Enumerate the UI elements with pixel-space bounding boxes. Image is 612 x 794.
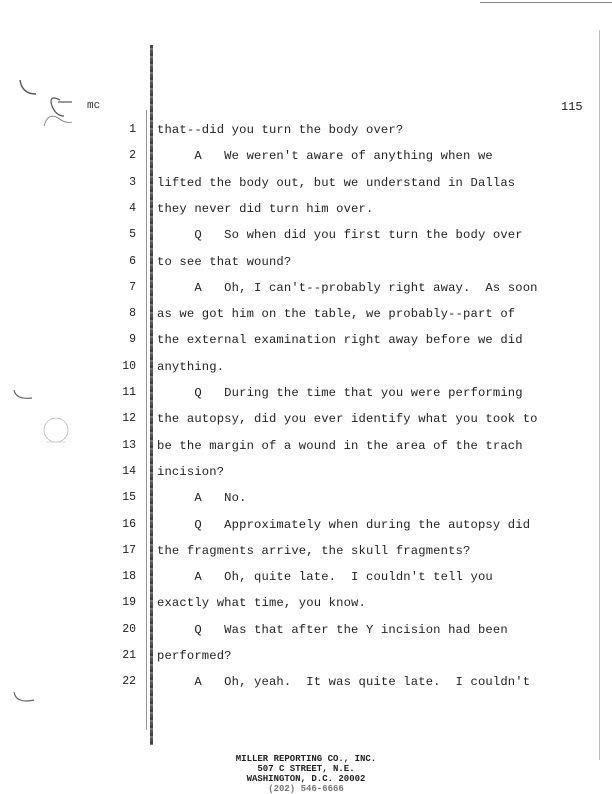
top-edge-line <box>480 2 612 3</box>
line-text: lifted the body out, but we understand in Dallas <box>157 175 516 190</box>
line-number: 17 <box>122 543 136 557</box>
line-text: they never did turn him over. <box>157 201 374 216</box>
line-number: 3 <box>129 175 136 189</box>
line-number: 14 <box>122 464 136 478</box>
line-number: 5 <box>129 228 136 242</box>
transcript-line <box>0 123 612 139</box>
line-number: 1 <box>129 123 136 136</box>
line-number: 2 <box>129 149 136 163</box>
line-text: A Oh, I can't--probably right away. As soon <box>157 280 538 295</box>
transcript-line <box>0 255 612 271</box>
line-text: the fragments arrive, the skull fragments? <box>157 543 471 558</box>
transcript-line <box>0 439 612 455</box>
margin-tick-mark <box>10 690 40 710</box>
footer-city: WASHINGTON, D.C. 20002 <box>246 774 366 784</box>
page-number: 115 <box>561 100 583 114</box>
transcript-line <box>0 570 612 586</box>
transcript-line <box>0 675 612 691</box>
transcript-line <box>0 202 612 218</box>
line-number: 6 <box>129 254 136 268</box>
transcript-line <box>0 228 612 244</box>
line-text: that--did you turn the body over? <box>157 123 404 137</box>
line-number: 18 <box>122 570 136 584</box>
line-text: Q Approximately when during the autopsy did <box>157 517 531 532</box>
transcript-line <box>0 176 612 192</box>
line-text: exactly what time, you know. <box>157 596 366 611</box>
transcript-line <box>0 491 612 507</box>
line-text: A No. <box>157 491 247 506</box>
transcript-line <box>0 333 612 349</box>
line-number: 19 <box>122 596 136 610</box>
footer-company: MILLER REPORTING CO., INC. <box>235 754 377 764</box>
transcript-line <box>0 412 612 428</box>
transcript-line <box>0 518 612 534</box>
line-text: the external examination right away before we did <box>157 333 523 348</box>
line-number: 12 <box>122 412 136 426</box>
line-number: 20 <box>122 622 136 636</box>
line-number: 15 <box>122 491 136 505</box>
line-text: as we got him on the table, we probably--part of <box>157 307 516 322</box>
line-number: 13 <box>122 438 136 452</box>
line-text: to see that wound? <box>157 254 292 269</box>
line-text: Q Was that after the Y incision had been <box>157 622 508 637</box>
line-text: Q During the time that you were performing <box>157 386 523 400</box>
footer-street: 507 C STREET, N.E. <box>257 764 355 774</box>
transcript-line <box>0 281 612 297</box>
line-text: A Oh, quite late. I couldn't tell you <box>157 570 493 585</box>
line-number: 7 <box>129 280 136 294</box>
transcript-line <box>0 649 612 665</box>
line-number: 21 <box>122 649 136 662</box>
line-text: incision? <box>157 464 225 479</box>
transcript-line <box>0 465 612 481</box>
transcript-line <box>0 544 612 560</box>
footer-phone: (202) 546-6666 <box>268 784 344 794</box>
transcript-line <box>0 623 612 639</box>
line-number: 4 <box>129 201 136 215</box>
transcript-line <box>0 307 612 323</box>
transcript-line <box>0 596 612 612</box>
reporting-company-footer <box>0 754 612 794</box>
line-text: A Oh, yeah. It was quite late. I couldn't <box>157 675 531 690</box>
reporter-initials: mc <box>87 100 101 112</box>
line-number: 11 <box>122 386 136 399</box>
line-text: the autopsy, did you ever identify what you took to <box>157 412 538 427</box>
transcript-line <box>0 149 612 165</box>
line-number: 8 <box>129 307 136 321</box>
line-number: 16 <box>122 517 136 531</box>
line-number: 22 <box>122 675 136 689</box>
transcript-line <box>0 360 612 376</box>
transcript-line <box>0 386 612 402</box>
line-text: be the margin of a wound in the area of the trach <box>157 438 523 453</box>
line-number: 9 <box>129 333 136 347</box>
line-text: performed? <box>157 649 232 663</box>
line-number: 10 <box>122 359 136 373</box>
line-text: anything. <box>157 359 225 374</box>
line-text: A We weren't aware of anything when we <box>157 149 493 164</box>
line-text: Q So when did you first turn the body over <box>157 228 523 243</box>
